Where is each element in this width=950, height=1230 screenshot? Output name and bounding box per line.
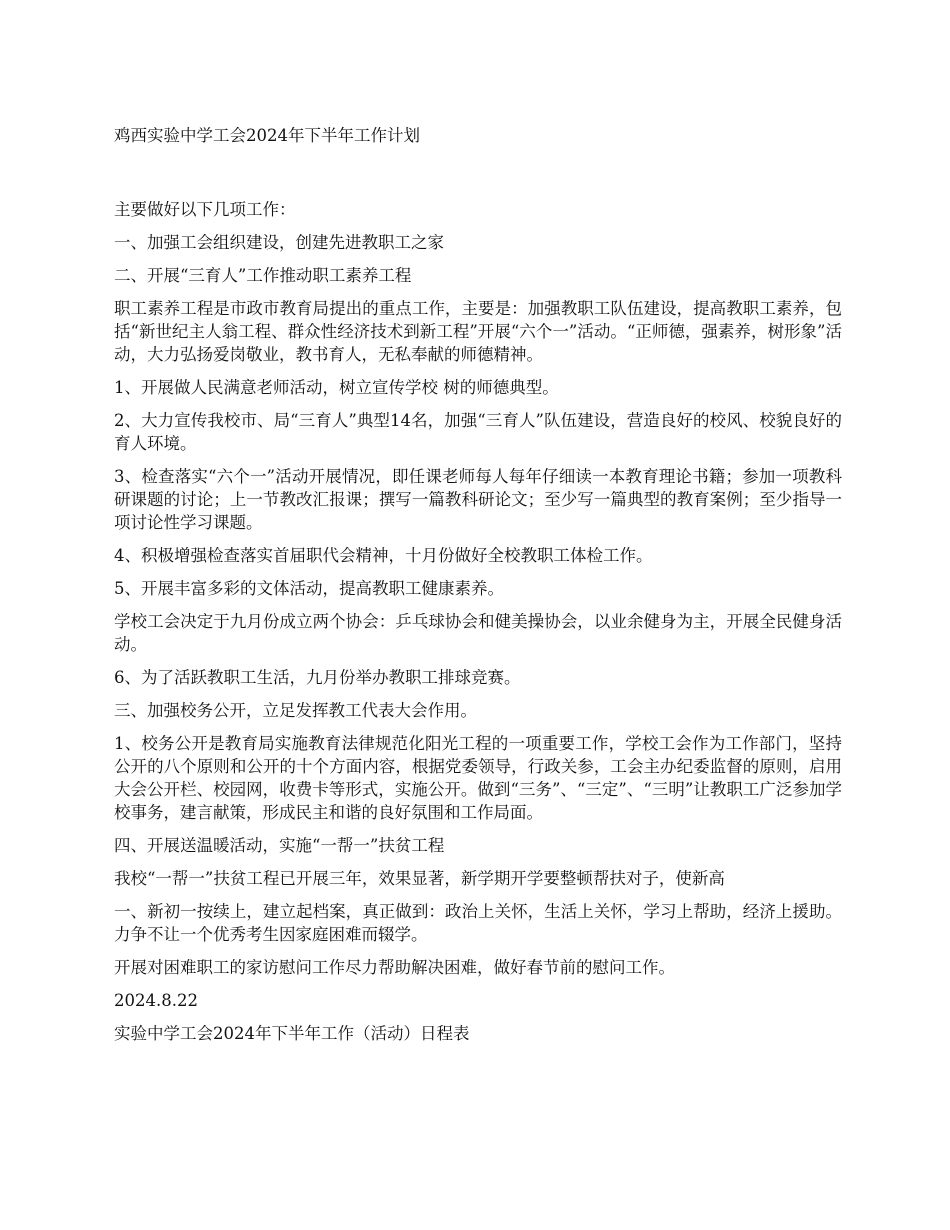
document-date: 2024.8.22: [114, 991, 198, 1010]
paragraph-body: 职工素养工程是市政市教育局提出的重点工作，主要是：加强教职工队伍建设，提高教职工素养，包括“新世纪主人翁工程、群众性经济技术到新工程”开展“六个一”活动。“正师德，强素养，树形象”活动，大力弘扬爱岗敬业，教书育人，无私奉献的师德精神。: [114, 299, 842, 364]
section-heading-4: 四、开展送温暖活动，实施“一帮一”扶贫工程: [114, 836, 445, 855]
document-title: 鸡西实验中学工会2024年下半年工作计划: [114, 126, 420, 145]
list-item: 4、积极增强检查落实首届职代会精神，十月份做好全校教职工体检工作。: [114, 546, 653, 565]
schedule-title: 实验中学工会2024年下半年工作（活动）日程表: [114, 1024, 470, 1043]
paragraph-body: 开展对困难职工的家访慰问工作尽力帮助解决困难，做好春节前的慰问工作。: [114, 958, 675, 977]
section-heading-1: 一、加强工会组织建设，创建先进教职工之家: [114, 233, 444, 252]
section-heading-3: 三、加强校务公开，立足发挥教工代表大会作用。: [114, 701, 477, 720]
document-body: [114, 198, 842, 1055]
list-item: 3、检查落实“六个一”活动开展情况，即任课老师每人每年仔细读一本教育理论书籍；参加一项教科研课题的讨论；上一节教改汇报课；撰写一篇教科研论文；至少写一篇典型的教育案例；至少指导一项讨论性学习课题。: [114, 467, 842, 532]
list-item: 1、开展做人民满意老师活动，树立宣传学校 树的师德典型。: [114, 378, 559, 397]
list-item: 1、校务公开是教育局实施教育法律规范化阳光工程的一项重要工作，学校工会作为工作部门，坚持公开的八个原则和公开的十个方面内容，根据党委领导，行政关参，工会主办纪委监督的原则，启用大会公开栏、校园网，收费卡等形式，实施公开。做到“三务”、“三定”、“三明”让教职工广泛参加学校事务，建言献策，形成民主和谐的良好氛围和工作局面。: [114, 734, 842, 822]
paragraph-body: 我校“一帮一”扶贫工程已开展三年，效果显著，新学期开学要整顿帮扶对子，使新高: [114, 869, 725, 888]
section-heading-2: 二、开展“三育人”工作推动职工素养工程: [114, 266, 412, 285]
list-item: 6、为了活跃教职工生活，九月份举办教职工排球竞赛。: [114, 668, 521, 687]
paragraph-body: 学校工会决定于九月份成立两个协会：乒乓球协会和健美操协会，以业余健身为主，开展全民健身活动。: [114, 612, 842, 654]
list-item: 5、开展丰富多彩的文体活动，提高教职工健康素养。: [114, 579, 504, 598]
list-item: 2、大力宣传我校市、局“三育人”典型14名，加强“三育人”队伍建设，营造良好的校风、校貌良好的育人环境。: [114, 411, 842, 453]
paragraph-intro: 主要做好以下几项工作：: [114, 200, 296, 219]
paragraph-body: 一、新初一按续上，建立起档案，真正做到：政治上关怀，生活上关怀，学习上帮助，经济上援助。力争不让一个优秀考生因家庭困难而辍学。: [114, 902, 842, 944]
